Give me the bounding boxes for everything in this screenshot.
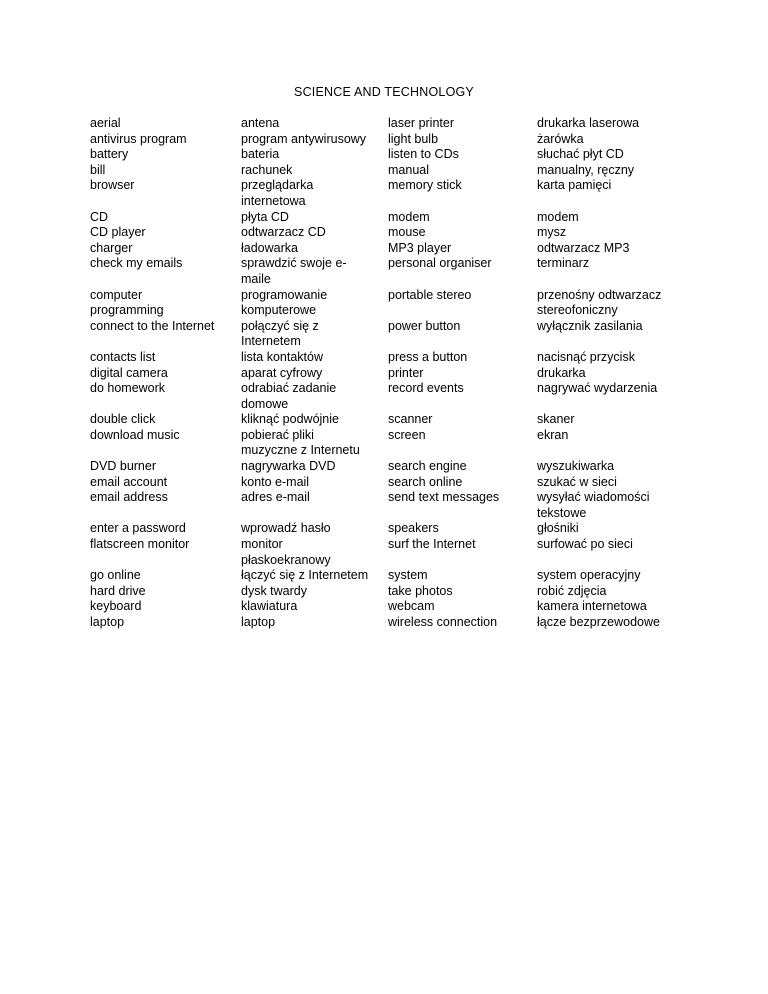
vocab-line: rachunek — [241, 162, 293, 177]
vocab-line: system operacyjny — [537, 568, 641, 583]
vocab-line: modem — [388, 209, 430, 224]
vocab-line: laptop — [241, 615, 276, 629]
vocab-line: płyta CD — [241, 209, 289, 224]
vocab-line: słuchać płyt CD — [537, 147, 624, 162]
vocab-line: ładowarka — [241, 240, 298, 255]
vocab-line — [388, 303, 530, 319]
vocab-line: adres e-mail — [241, 490, 310, 505]
vocab-line: robić zdjęcia — [537, 583, 607, 598]
vocab-line: connect to the Internet — [90, 318, 215, 333]
vocab-line: stereofoniczny — [537, 303, 618, 318]
vocab-line — [388, 272, 530, 288]
vocab-line: muzyczne z Internetu — [241, 443, 360, 458]
vocab-line: keyboard — [90, 599, 142, 614]
vocab-line: ekran — [537, 427, 569, 442]
vocab-line: nacisnąć przycisk — [537, 349, 635, 364]
vocab-line: webcam — [388, 599, 435, 614]
vocab-line: łączyć się z Internetem — [241, 568, 369, 583]
vocab-line: portable stereo — [388, 287, 472, 302]
vocab-line — [537, 553, 687, 569]
polish-translations-column-2 — [537, 116, 687, 631]
vocab-line: bill — [90, 162, 106, 177]
vocab-line: DVD burner — [90, 459, 156, 474]
vocab-line: press a button — [388, 349, 468, 364]
vocab-line: przeglądarka — [241, 178, 314, 193]
vocab-line: surfować po sieci — [537, 537, 633, 552]
vocab-line: record events — [388, 381, 464, 396]
vocab-line: bateria — [241, 147, 280, 162]
vocab-line: printer — [388, 365, 424, 380]
vocab-line: aerial — [90, 116, 121, 130]
vocab-line: płaskoekranowy — [241, 552, 331, 567]
english-terms-column-1 — [90, 116, 238, 631]
vocab-line: personal organiser — [388, 256, 492, 271]
vocab-line: wyłącznik zasilania — [537, 318, 643, 333]
vocab-line — [90, 443, 238, 459]
vocab-line — [388, 553, 530, 569]
vocab-line: laptop — [90, 615, 125, 629]
vocab-line — [537, 397, 687, 413]
vocab-line: system — [388, 568, 428, 583]
vocab-line: maile — [241, 271, 271, 286]
vocab-line: speakers — [388, 521, 439, 536]
vocab-line: computer — [90, 287, 143, 302]
vocab-line: aparat cyfrowy — [241, 365, 323, 380]
vocab-line: double click — [90, 412, 156, 427]
vocab-line: digital camera — [90, 365, 168, 380]
vocab-line: program antywirusowy — [241, 131, 367, 146]
vocab-line: karta pamięci — [537, 178, 612, 193]
vocab-line: dysk twardy — [241, 583, 307, 598]
vocab-line: kliknąć podwójnie — [241, 412, 339, 427]
vocab-line: odtwarzacz CD — [241, 225, 326, 240]
vocab-line: odrabiać zadanie — [241, 381, 337, 396]
vocab-line: antivirus program — [90, 131, 187, 146]
vocab-line: klawiatura — [241, 599, 298, 614]
vocab-line — [388, 506, 530, 522]
vocab-line: połączyć się z — [241, 318, 319, 333]
vocab-line: wireless connection — [388, 615, 498, 629]
vocab-line: wysyłać wiadomości — [537, 490, 650, 505]
vocab-line: sprawdzić swoje e- — [241, 256, 347, 271]
vocab-line: domowe — [241, 396, 289, 411]
vocab-line: nagrywać wydarzenia — [537, 381, 658, 396]
vocab-line: contacts list — [90, 349, 156, 364]
vocab-line — [90, 272, 238, 288]
vocab-line: check my emails — [90, 256, 183, 271]
vocab-line — [90, 397, 238, 413]
vocab-line — [90, 334, 238, 350]
vocab-line: send text messages — [388, 490, 500, 505]
vocab-line: skaner — [537, 412, 575, 427]
vocab-line: search engine — [388, 459, 467, 474]
vocab-line: drukarka laserowa — [537, 116, 640, 130]
vocab-line: szukać w sieci — [537, 474, 617, 489]
vocab-line: modem — [537, 209, 579, 224]
vocab-line: scanner — [388, 412, 433, 427]
vocab-line: programming — [90, 303, 164, 318]
vocab-line — [388, 397, 530, 413]
vocab-line: drukarka — [537, 365, 586, 380]
vocab-line: monitor — [241, 537, 283, 552]
vocab-line: komputerowe — [241, 303, 317, 318]
vocab-line: email address — [90, 490, 168, 505]
vocab-line: do homework — [90, 381, 166, 396]
english-terms-column-2 — [388, 116, 530, 631]
vocab-line — [537, 334, 687, 350]
vocab-line: screen — [388, 427, 426, 442]
vocab-line: manualny, ręczny — [537, 162, 635, 177]
vocab-line: CD player — [90, 225, 146, 240]
vocab-line: go online — [90, 568, 141, 583]
vocab-line: wprowadź hasło — [241, 521, 331, 536]
vocab-line: listen to CDs — [388, 147, 459, 162]
vocab-line: pobierać pliki — [241, 427, 314, 442]
vocab-line — [537, 194, 687, 210]
vocab-line: mysz — [537, 225, 567, 240]
vocab-line — [90, 194, 238, 210]
vocab-line: programowanie — [241, 287, 328, 302]
vocab-line: light bulb — [388, 131, 439, 146]
vocab-line: browser — [90, 178, 135, 193]
vocab-line: głośniki — [537, 521, 579, 536]
vocab-line — [241, 506, 379, 522]
page-title: SCIENCE AND TECHNOLOGY — [294, 85, 474, 99]
vocab-line: terminarz — [537, 256, 590, 271]
vocab-line — [537, 272, 687, 288]
vocab-line: take photos — [388, 583, 453, 598]
vocab-line: tekstowe — [537, 505, 587, 520]
vocab-line — [537, 443, 687, 459]
vocab-line: email account — [90, 474, 168, 489]
vocab-line — [388, 334, 530, 350]
vocab-line: żarówka — [537, 131, 584, 146]
vocab-line: manual — [388, 162, 429, 177]
vocab-line: Internetem — [241, 334, 301, 349]
vocab-line: laser printer — [388, 116, 454, 130]
vocab-line: przenośny odtwarzacz — [537, 287, 662, 302]
vocab-line: wyszukiwarka — [537, 459, 615, 474]
vocab-line: power button — [388, 318, 461, 333]
vocab-line: memory stick — [388, 178, 462, 193]
vocab-line — [90, 506, 238, 522]
vocab-line: surf the Internet — [388, 537, 476, 552]
polish-translations-column-1 — [241, 116, 379, 631]
vocab-line: flatscreen monitor — [90, 537, 190, 552]
vocab-line: łącze bezprzewodowe — [537, 615, 660, 629]
vocab-line: CD — [90, 209, 109, 224]
vocab-line: enter a password — [90, 521, 186, 536]
vocab-line: battery — [90, 147, 129, 162]
vocab-line: lista kontaktów — [241, 349, 323, 364]
vocab-line: internetowa — [241, 193, 306, 208]
vocab-line: odtwarzacz MP3 — [537, 240, 630, 255]
vocab-line: hard drive — [90, 583, 146, 598]
vocab-line: search online — [388, 474, 463, 489]
vocab-line: download music — [90, 427, 180, 442]
vocab-line: mouse — [388, 225, 426, 240]
vocab-line — [388, 194, 530, 210]
vocab-line: charger — [90, 240, 133, 255]
vocab-line: kamera internetowa — [537, 599, 647, 614]
vocab-line — [388, 443, 530, 459]
vocab-line: konto e-mail — [241, 474, 310, 489]
vocab-line: MP3 player — [388, 240, 452, 255]
vocab-line — [90, 553, 238, 569]
vocab-line: antena — [241, 116, 280, 130]
vocab-line: nagrywarka DVD — [241, 459, 336, 474]
